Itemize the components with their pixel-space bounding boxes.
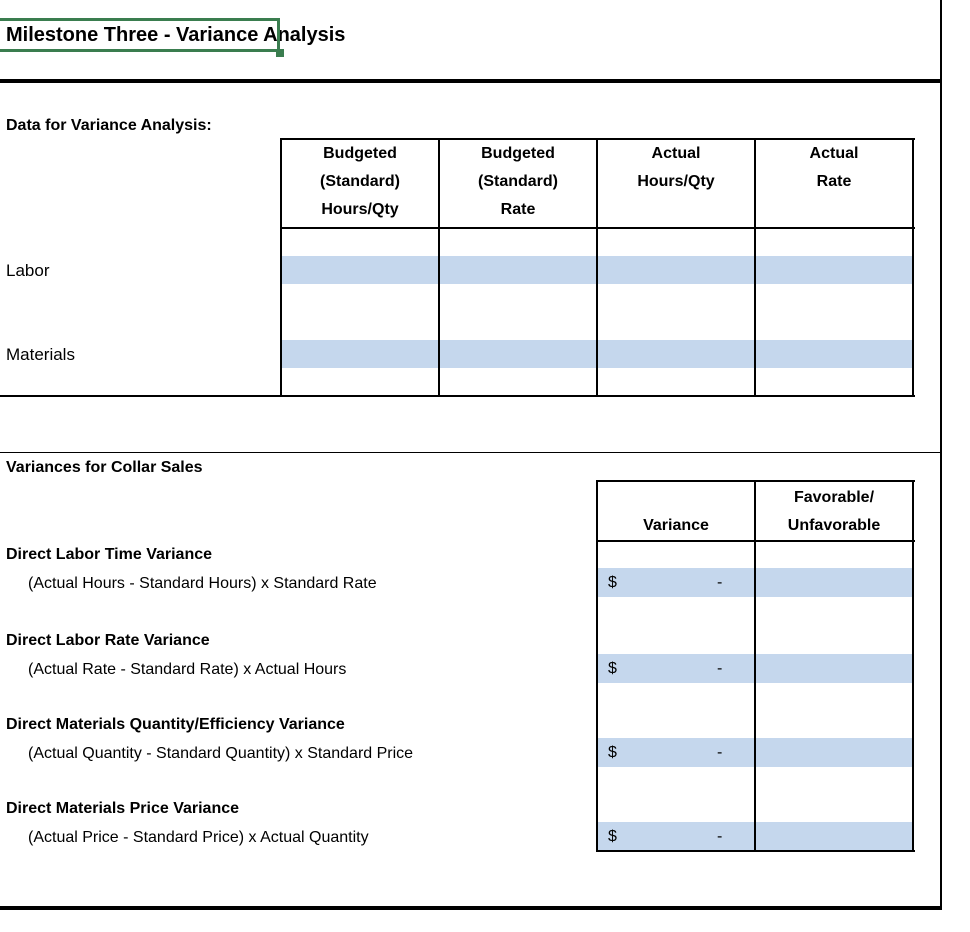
variance-formula-materials-quantity: (Actual Quantity - Standard Quantity) x Standard Price <box>28 745 414 762</box>
section-divider <box>0 452 942 453</box>
variance-value: - <box>717 828 723 845</box>
variance-table <box>596 480 915 852</box>
currency-symbol: $ <box>608 660 617 677</box>
fill-handle[interactable] <box>276 49 284 57</box>
col-header-actual-rate: Actual Rate <box>809 145 859 190</box>
row-label-labor: Labor <box>6 261 50 280</box>
right-border <box>940 0 942 910</box>
variance-title-labor-rate: Direct Labor Rate Variance <box>6 632 210 649</box>
variance-formula-materials-price: (Actual Price - Standard Price) x Actual Quantity <box>28 829 369 846</box>
variance-title-materials-quantity: Direct Materials Quantity/Efficiency Variance <box>6 716 345 733</box>
title-divider <box>0 79 942 83</box>
table-bottom-border <box>0 395 915 397</box>
row-label-materials: Materials <box>6 345 75 364</box>
currency-symbol: $ <box>608 828 617 845</box>
col-header-actual-hours: Actual Hours/Qty <box>637 145 715 190</box>
variance-value: - <box>717 744 723 761</box>
col-header-favorable: Favorable/ Unfavorable <box>787 489 881 534</box>
variance-title-labor-time: Direct Labor Time Variance <box>6 546 213 563</box>
bottom-divider <box>0 906 942 910</box>
col-header-budgeted-rate: Budgeted (Standard) Rate <box>478 145 558 218</box>
currency-symbol: $ <box>608 574 617 591</box>
grid-line <box>912 480 914 852</box>
col-header-budgeted-hours: Budgeted (Standard) Hours/Qty <box>320 145 400 218</box>
active-cell-selection[interactable] <box>0 18 280 52</box>
variance-value: - <box>717 574 723 591</box>
variance-title-materials-price: Direct Materials Price Variance <box>6 800 240 817</box>
variance-formula-labor-rate: (Actual Rate - Standard Rate) x Actual Hours <box>28 661 347 678</box>
variance-section-label: Variances for Collar Sales <box>6 459 203 476</box>
grid-line <box>912 138 914 397</box>
currency-symbol: $ <box>608 744 617 761</box>
data-table <box>0 138 915 398</box>
sheet-title[interactable]: Milestone Three - Variance Analysis <box>6 24 346 46</box>
data-section-label: Data for Variance Analysis: <box>6 117 212 134</box>
variance-value: - <box>717 660 723 677</box>
col-header-variance: Variance <box>643 517 709 534</box>
variance-formula-labor-time: (Actual Hours - Standard Hours) x Standard Rate <box>28 575 377 592</box>
